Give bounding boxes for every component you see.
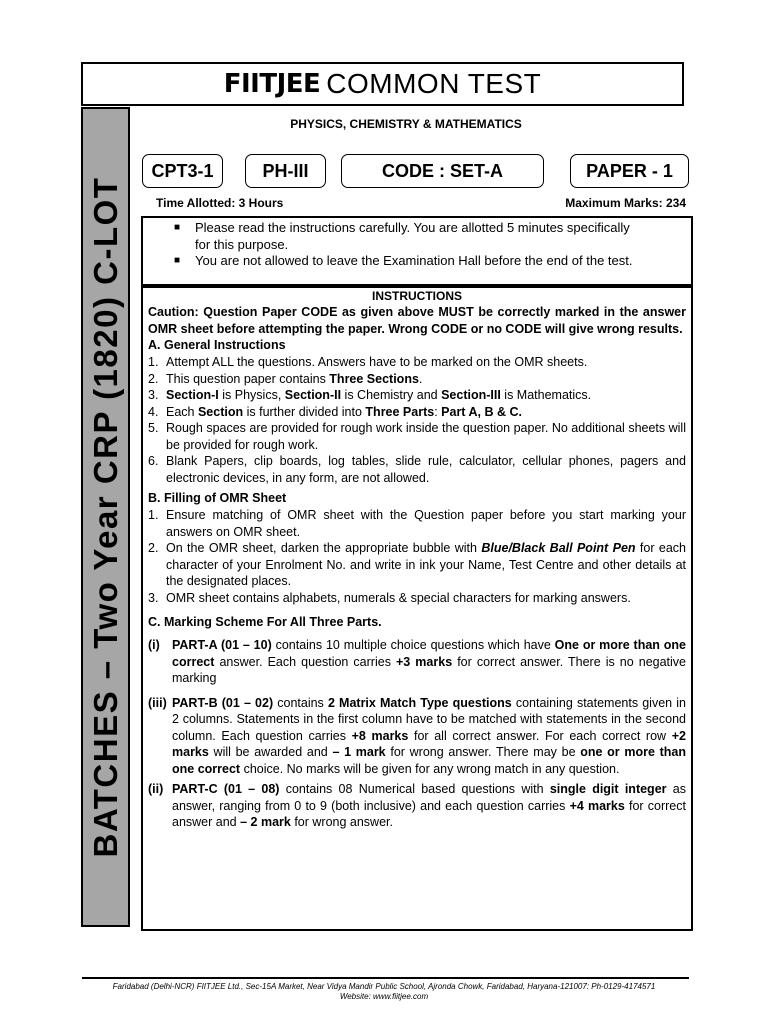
note-item: ■ You are not allowed to leave the Examination Hall before the end of the test. <box>174 253 633 268</box>
brand-logo: FIITJEE <box>223 69 321 99</box>
notes-box <box>141 216 693 286</box>
instructions-box <box>141 286 693 931</box>
page-title: COMMON TEST <box>326 68 542 99</box>
footer-divider <box>82 977 689 979</box>
general-instructions-title: A. General Instructions <box>148 338 286 352</box>
footer-address: Faridabad (Delhi-NCR) FIITJEE Ltd., Sec-15A Market, Near Vidya Mandir Public School, Ajronda Chowk, Faridabad, Haryana-121007: Ph-0129-4174571 <box>112 982 656 991</box>
list-item: 3. OMR sheet contains alphabets, numerals & special characters for marking answers. <box>148 590 631 605</box>
list-item: 2. On the OMR sheet, darken the appropriate bubble with Blue/Black Ball Point Pen for each character of your Enrolment No. and write in ink your Name, Test Centre and other details at the designated places. <box>148 541 686 588</box>
paper-code-badge: CODE : SET-A <box>341 154 544 188</box>
side-banner <box>81 107 130 927</box>
time-allotted: Time Allotted: 3 Hours <box>156 196 284 210</box>
side-banner-text: BATCHES – Two Year CRP (1820) C-LOT <box>86 176 124 858</box>
bullet-icon: ■ <box>174 222 181 233</box>
test-code-badge: CPT3-1 <box>142 154 223 188</box>
list-item: 6. Blank Papers, clip boards, log tables, slide rule, calculator, cellular phones, pagers and electronic devices, in any form, are not allowed. <box>148 454 686 485</box>
phase-badge: PH-III <box>245 154 326 188</box>
list-item: 1. Ensure matching of OMR sheet with the Question paper before you start marking your answers on OMR sheet. <box>148 508 686 539</box>
marking-part-b: (iii) PART-B (01 – 02) contains 2 Matrix Match Type questions containing statements given in 2 columns. Statements in the first column have to be matched with statements in the second column. Each question carries +8 marks for all correct answer. For each correct row +2 marks will be awarded and – 1 mark for wrong answer. There may be one or more than one correct choice. No marks will be given for any wrong match in any question. <box>148 695 687 776</box>
note-item: ■ Please read the instructions carefully. You are allotted 5 minutes specifically for this purpose. <box>174 220 630 252</box>
maximum-marks: Maximum Marks: 234 <box>565 196 686 210</box>
list-item: 1. Attempt ALL the questions. Answers have to be marked on the OMR sheets. <box>148 355 588 369</box>
marking-part-c: (ii) PART-C (01 – 08) contains 08 Numerical based questions with single digit integer as answer, ranging from 0 to 9 (both inclusive) and each question carries +4 marks for correct answer and – 2 mark for wrong answer. <box>148 782 686 829</box>
caution-text: Caution: Question Paper CODE as given above MUST be correctly marked in the answer OMR sheet before attempting the paper. Wrong CODE or no CODE will give wrong results. <box>148 305 686 336</box>
header-title-box <box>81 62 684 106</box>
footer-website: Website: www.fiitjee.com <box>339 992 429 1001</box>
subjects-line: PHYSICS, CHEMISTRY & MATHEMATICS <box>290 117 522 131</box>
list-item: 2. This question paper contains Three Sections. <box>148 371 423 386</box>
list-item: 4. Each Section is further divided into Three Parts: Part A, B & C. <box>148 404 522 419</box>
instructions-heading: INSTRUCTIONS <box>372 289 462 303</box>
list-item: 5. Rough spaces are provided for rough work inside the question paper. No additional sheets will be provided for rough work. <box>148 421 686 452</box>
paper-number-badge: PAPER - 1 <box>570 154 689 188</box>
list-item: 3. Section-I is Physics, Section-II is Chemistry and Section-III is Mathematics. <box>148 388 592 402</box>
bullet-icon: ■ <box>174 255 181 266</box>
marking-scheme-title: C. Marking Scheme For All Three Parts. <box>148 615 382 629</box>
omr-instructions-title: B. Filling of OMR Sheet <box>148 491 287 505</box>
marking-part-a: (i) PART-A (01 – 10) contains 10 multiple choice questions which have One or more than one correct answer. Each question carries +3 marks for correct answer. There is no negative marking <box>148 638 687 685</box>
